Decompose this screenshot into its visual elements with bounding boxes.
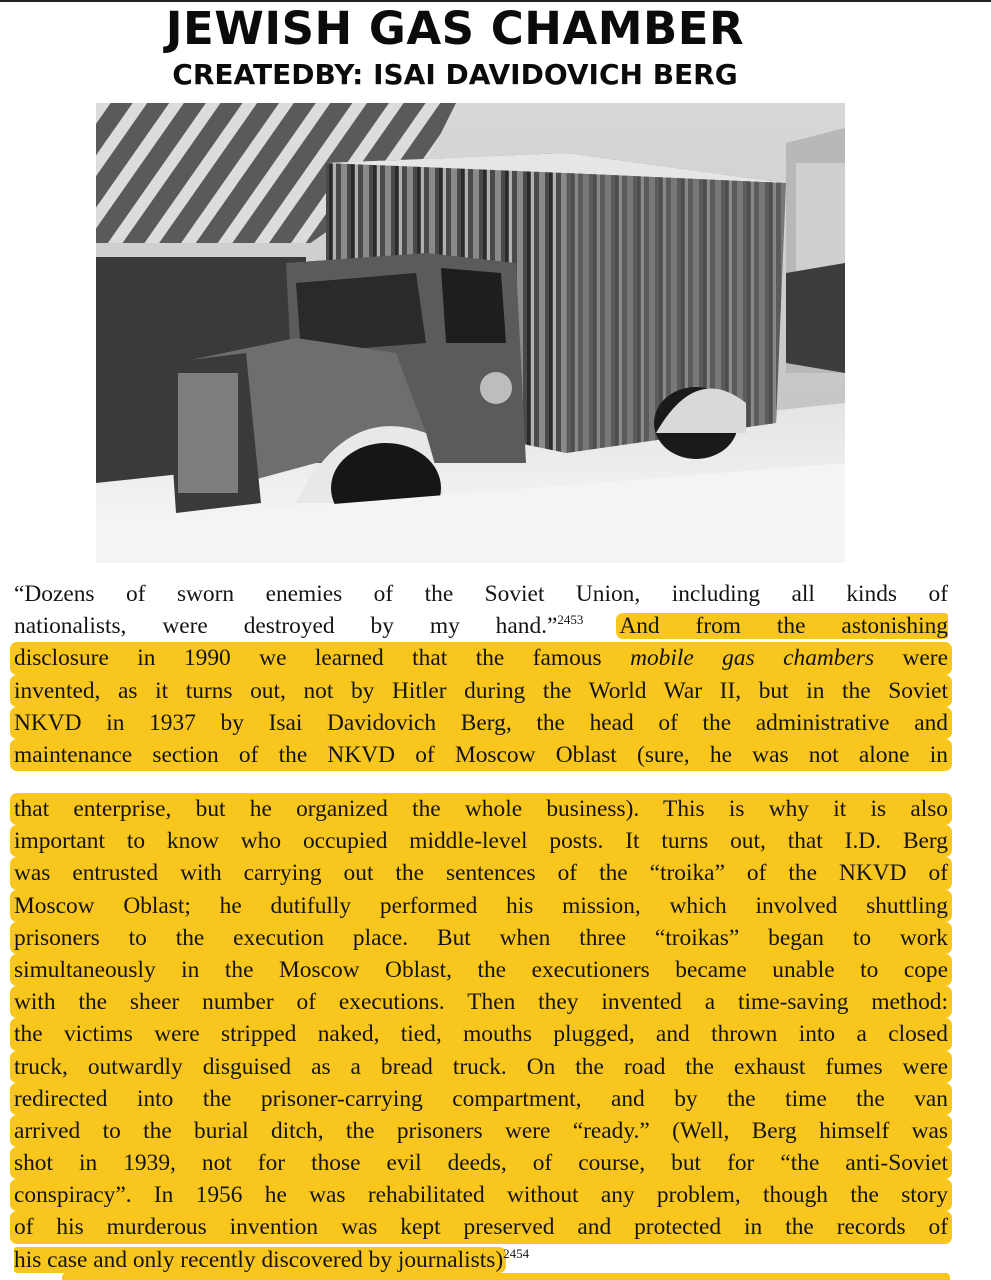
highlighted-text: And from the astonishing xyxy=(616,613,948,639)
highlighted-text: his case and only recently discovered by journalists) xyxy=(14,1247,506,1273)
italic-term: mobile gas chambers xyxy=(630,645,875,672)
highlighted-line: maintenance section of the NKVD of Moscow Oblast (sure, he was not alone in xyxy=(10,739,952,771)
text-line: nationalists, were destroyed by my hand.”$^{2453}$ And from the astonishing xyxy=(14,610,948,642)
highlighted-line: invented, as it turns out, not by Hitler during the World War II, but in the Soviet xyxy=(10,675,952,707)
highlighted-line: redirected into the prisoner-carrying compartment, and by the time the van xyxy=(10,1083,952,1115)
highlighted-line: Moscow Oblast; he dutifully performed his mission, which involved shuttling xyxy=(10,890,952,922)
highlighted-line: truck, outwardly disguised as a bread truck. On the road the exhaust fumes were xyxy=(10,1051,952,1083)
highlighted-line: the victims were stripped naked, tied, mouths plugged, and thrown into a closed xyxy=(10,1018,952,1050)
highlighted-line: that enterprise, but he organized the whole business). This is why it is also xyxy=(10,793,952,825)
paragraph-block-1 xyxy=(14,578,948,771)
highlighted-line: of his murderous invention was kept preserved and protected in the records of xyxy=(10,1211,952,1243)
footnote-ref: 2453 xyxy=(557,612,584,628)
highlighted-line: important to know who occupied middle-level posts. It turns out, that I.D. Berg xyxy=(10,825,952,857)
next-line-highlight-edge xyxy=(62,1273,950,1280)
highlighted-line: NKVD in 1937 by Isai Davidovich Berg, the head of the administrative and xyxy=(10,707,952,739)
truck-photo xyxy=(96,103,845,563)
page-subtitle: CREATEDBY: ISAI DAVIDOVICH BERG xyxy=(172,58,738,91)
footnote-ref: 2454 xyxy=(503,1245,530,1261)
highlighted-line: conspiracy”. In 1956 he was rehabilitated without any problem, though the story xyxy=(10,1179,952,1211)
highlighted-line: arrived to the burial ditch, the prisoners were “ready.” (Well, Berg himself was xyxy=(10,1115,952,1147)
text-line: “Dozens of sworn enemies of the Soviet Union, including all kinds of xyxy=(14,581,948,607)
page-title: JEWISH GAS CHAMBER xyxy=(165,2,745,55)
highlighted-line: disclosure in 1990 we learned that the famous mobile gas chambers were xyxy=(10,642,952,674)
highlighted-line: simultaneously in the Moscow Oblast, the executioners became unable to cope xyxy=(10,954,952,986)
paragraph-block-2 xyxy=(14,793,948,1276)
highlighted-line: prisoners to the execution place. But when three “troikas” began to work xyxy=(10,922,952,954)
highlighted-line: was entrusted with carrying out the sentences of the “troika” of the NKVD of xyxy=(10,857,952,889)
highlighted-line: shot in 1939, not for those evil deeds, of course, but for “the anti-Soviet xyxy=(10,1147,952,1179)
text-line xyxy=(14,1244,948,1276)
highlighted-line: with the sheer number of executions. Then they invented a time-saving method: xyxy=(10,986,952,1018)
